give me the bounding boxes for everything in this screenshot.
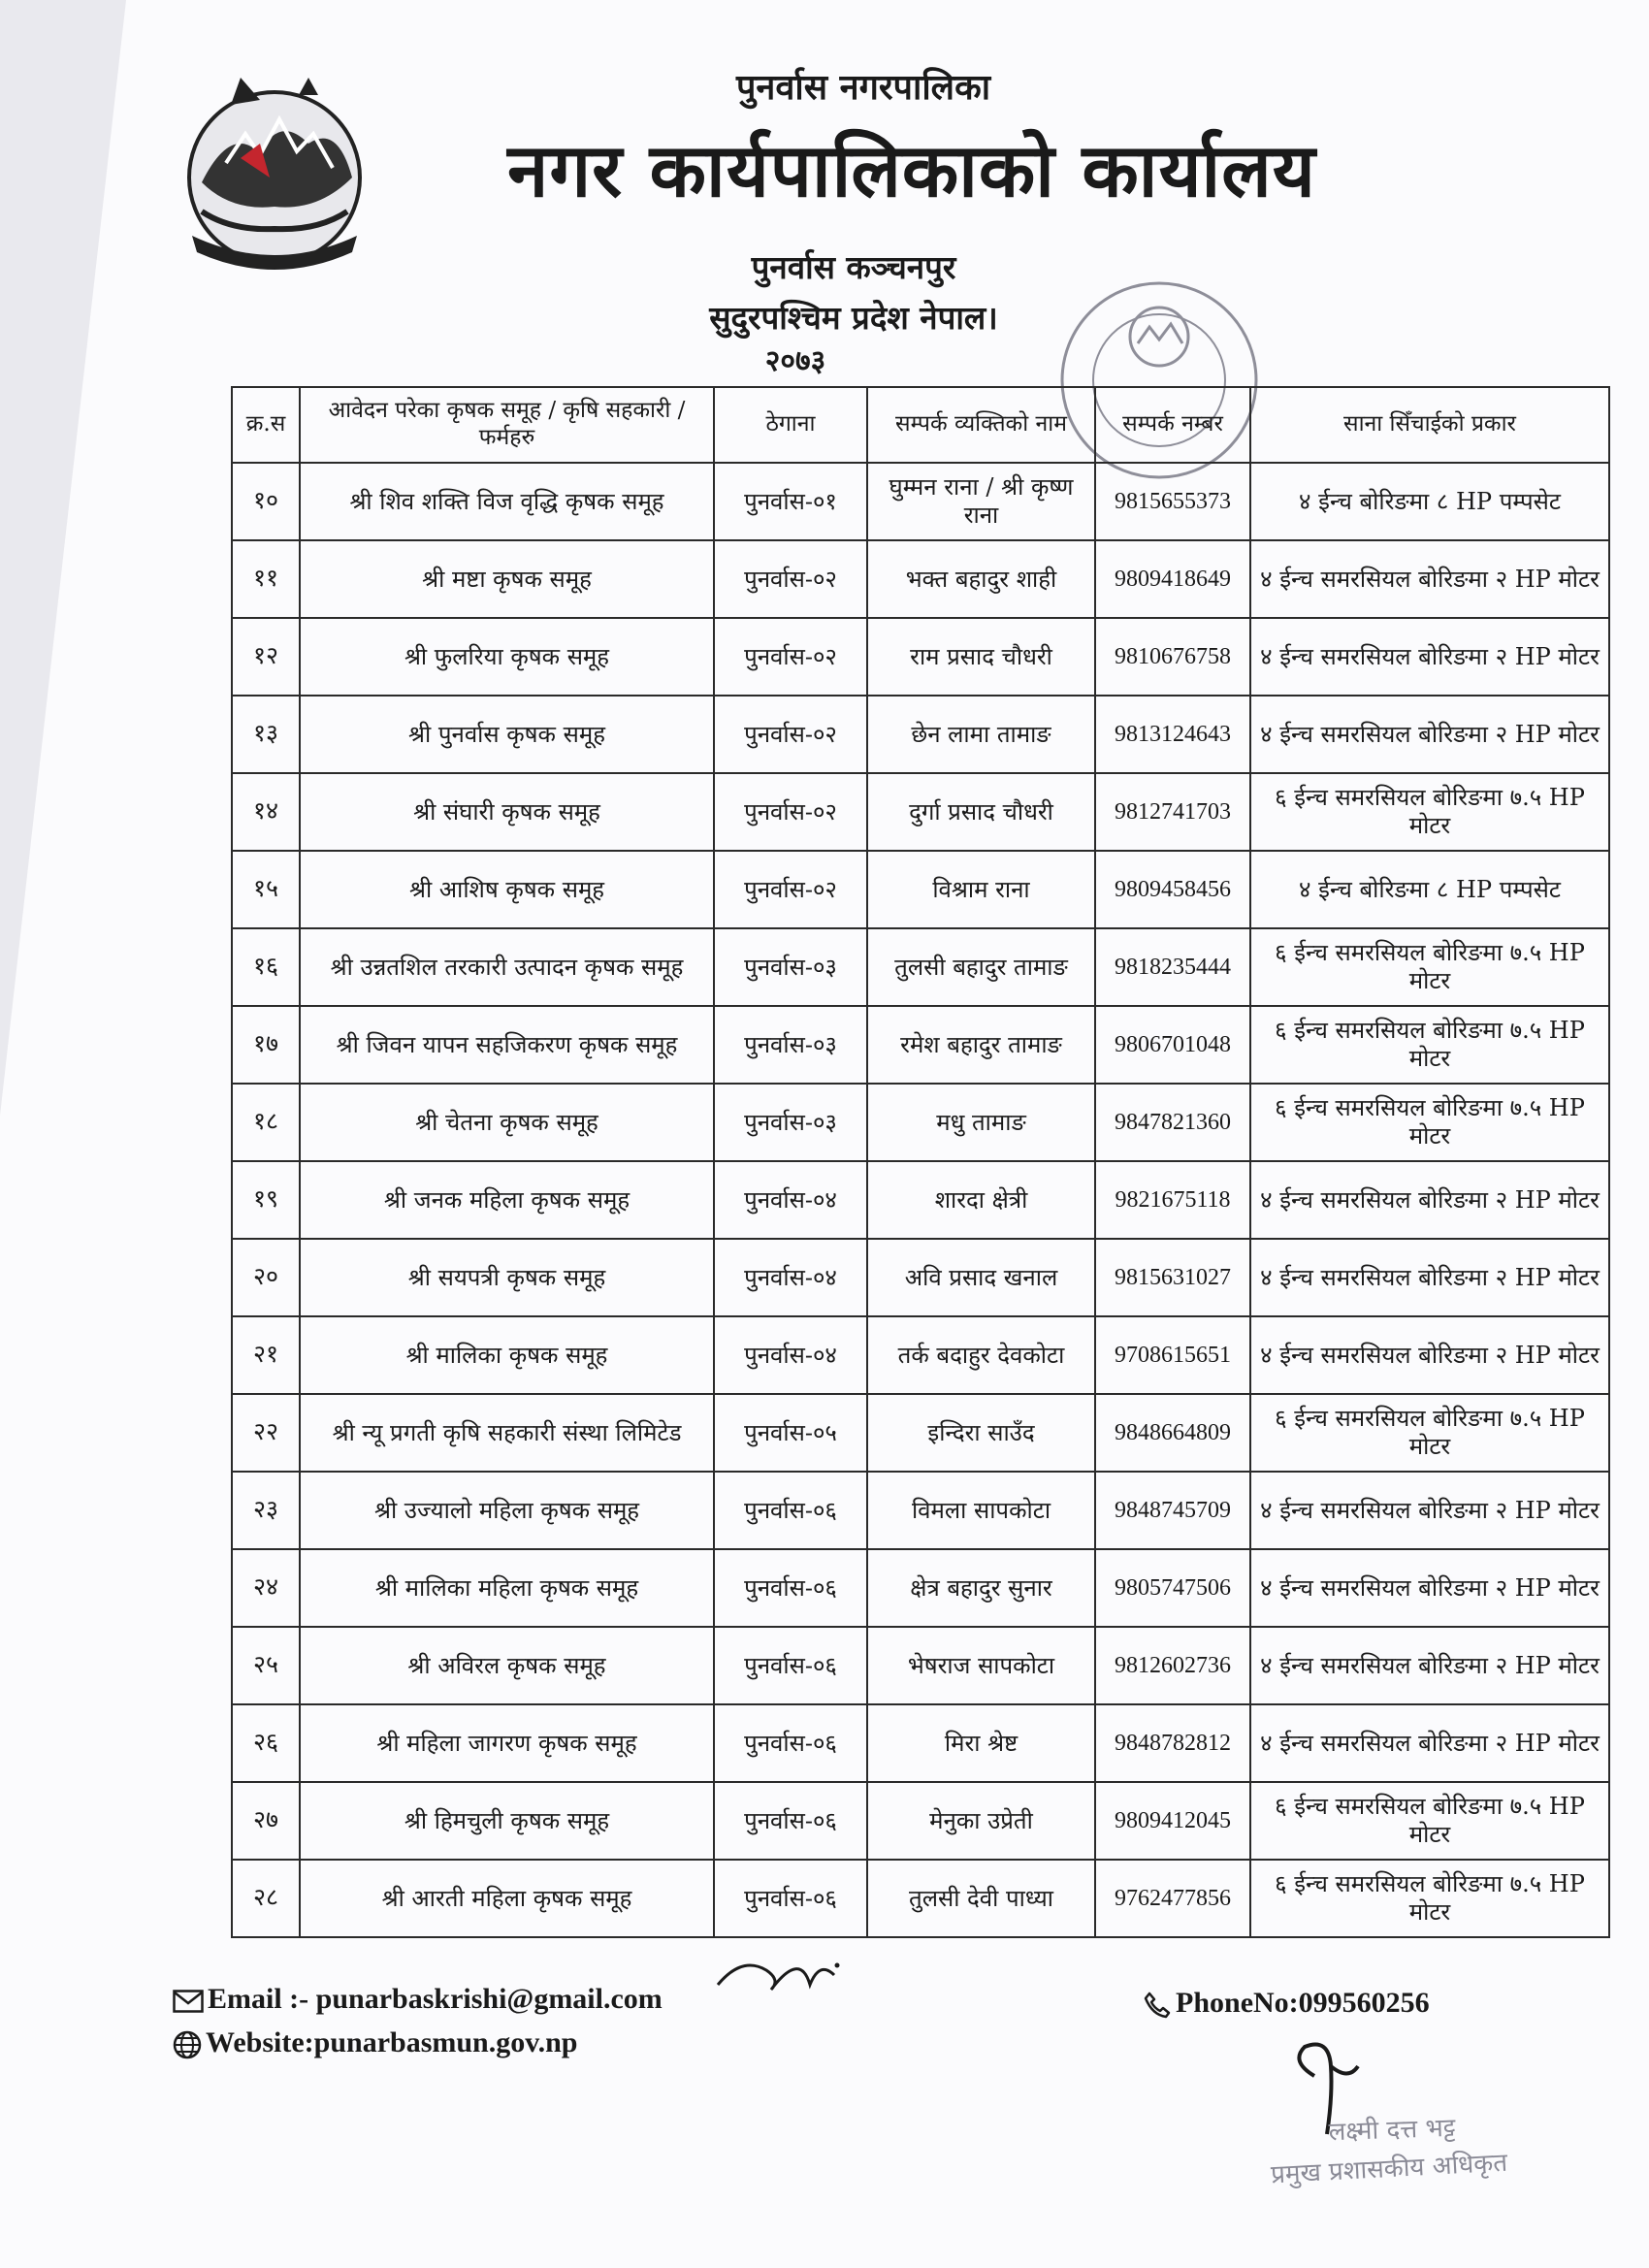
globe-icon	[173, 2030, 202, 2059]
table-row	[232, 696, 1609, 773]
cell-contact: भक्त बहादुर शाही	[867, 540, 1095, 618]
cell-address: पुनर्वास-०३	[714, 1084, 867, 1161]
cell-sn: २२	[232, 1394, 300, 1472]
cell-type: ४ ईन्च समरसियल बोरिङमा २ HP मोटर	[1250, 1627, 1609, 1704]
table-row	[232, 1161, 1609, 1239]
cell-group: श्री उन्नतशिल तरकारी उत्पादन कृषक समूह	[300, 928, 714, 1006]
cell-contact: विश्राम राना	[867, 851, 1095, 928]
col-header-sn: क्र.स	[232, 387, 300, 463]
cell-group: श्री महिला जागरण कृषक समूह	[300, 1704, 714, 1782]
cell-phone: 9821675118	[1095, 1161, 1250, 1239]
table-row	[232, 1394, 1609, 1472]
cell-phone: 9815655373	[1095, 463, 1250, 540]
email-text: Email :- punarbaskrishi@gmail.com	[208, 1983, 663, 2015]
cell-address: पुनर्वास-०६	[714, 1704, 867, 1782]
cell-address: पुनर्वास-०२	[714, 618, 867, 696]
footer-website	[173, 2026, 577, 2059]
cell-sn: १०	[232, 463, 300, 540]
cell-phone: 9818235444	[1095, 928, 1250, 1006]
cell-sn: २६	[232, 1704, 300, 1782]
cell-type: ६ ईन्च समरसियल बोरिङमा ७.५ HP मोटर	[1250, 773, 1609, 851]
cell-contact: शारदा क्षेत्री	[867, 1161, 1095, 1239]
cell-phone: 9813124643	[1095, 696, 1250, 773]
cell-sn: १५	[232, 851, 300, 928]
table-row	[232, 1006, 1609, 1084]
year-line: २०७३	[764, 344, 826, 378]
cell-sn: २५	[232, 1627, 300, 1704]
cell-address: पुनर्वास-०६	[714, 1860, 867, 1937]
phone-text: PhoneNo:099560256	[1176, 1987, 1430, 2019]
province-line: सुदुरपश्चिम प्रदेश नेपाल।	[709, 299, 998, 337]
cell-type: ६ ईन्च समरसियल बोरिङमा ७.५ HP मोटर	[1250, 1860, 1609, 1937]
cell-group: श्री चेतना कृषक समूह	[300, 1084, 714, 1161]
cell-sn: २८	[232, 1860, 300, 1937]
cell-address: पुनर्वास-०३	[714, 928, 867, 1006]
signatory-name: लक्ष्मी दत्त भट्ट	[1328, 2113, 1456, 2148]
cell-contact: रमेश बहादुर तामाङ	[867, 1006, 1095, 1084]
cell-group: श्री पुनर्वास कृषक समूह	[300, 696, 714, 773]
cell-group: श्री मालिका कृषक समूह	[300, 1316, 714, 1394]
cell-contact: घुम्मन राना / श्री कृष्ण राना	[867, 463, 1095, 540]
cell-sn: १७	[232, 1006, 300, 1084]
cell-sn: १९	[232, 1161, 300, 1239]
col-header-contact: सम्पर्क व्यक्तिको नाम	[867, 387, 1095, 463]
cell-type: ४ ईन्च समरसियल बोरिङमा २ HP मोटर	[1250, 540, 1609, 618]
table-row	[232, 1782, 1609, 1860]
cell-phone: 9805747506	[1095, 1549, 1250, 1627]
cell-group: श्री सयपत्री कृषक समूह	[300, 1239, 714, 1316]
col-header-type: साना सिँचाईको प्रकार	[1250, 387, 1609, 463]
cell-phone: 9809418649	[1095, 540, 1250, 618]
cell-contact: मिरा श्रेष्ट	[867, 1704, 1095, 1782]
footer-email	[173, 1983, 663, 2016]
table-row	[232, 1084, 1609, 1161]
cell-group: श्री न्यू प्रगती कृषि सहकारी संस्था लिमिटेड	[300, 1394, 714, 1472]
cell-phone: 9848745709	[1095, 1472, 1250, 1549]
cell-type: ४ ईन्च समरसियल बोरिङमा २ HP मोटर	[1250, 1472, 1609, 1549]
cell-phone: 9847821360	[1095, 1084, 1250, 1161]
farmer-groups-table	[231, 386, 1610, 1938]
table-row	[232, 1239, 1609, 1316]
cell-phone: 9806701048	[1095, 1006, 1250, 1084]
cell-type: ४ ईन्च बोरिङमा ८ HP पम्पसेट	[1250, 463, 1609, 540]
cell-type: ६ ईन्च समरसियल बोरिङमा ७.५ HP मोटर	[1250, 1084, 1609, 1161]
cell-sn: १६	[232, 928, 300, 1006]
cell-group: श्री उज्यालो महिला कृषक समूह	[300, 1472, 714, 1549]
office-title: नगर कार्यपालिकाको कार्यालय	[507, 127, 1316, 213]
cell-sn: २७	[232, 1782, 300, 1860]
cell-contact: विमला सापकोटा	[867, 1472, 1095, 1549]
table-row	[232, 463, 1609, 540]
cell-type: ६ ईन्च समरसियल बोरिङमा ७.५ HP मोटर	[1250, 1006, 1609, 1084]
cell-sn: २३	[232, 1472, 300, 1549]
cell-phone: 9810676758	[1095, 618, 1250, 696]
cell-type: ४ ईन्च समरसियल बोरिङमा २ HP मोटर	[1250, 1239, 1609, 1316]
cell-contact: छेन लामा तामाङ	[867, 696, 1095, 773]
cell-phone: 9762477856	[1095, 1860, 1250, 1937]
cell-sn: १३	[232, 696, 300, 773]
cell-contact: इन्दिरा साउँद	[867, 1394, 1095, 1472]
cell-phone: 9809412045	[1095, 1782, 1250, 1860]
cell-address: पुनर्वास-०६	[714, 1472, 867, 1549]
cell-phone: 9812602736	[1095, 1627, 1250, 1704]
cell-type: ४ ईन्च समरसियल बोरिङमा २ HP मोटर	[1250, 618, 1609, 696]
municipality-name: पुनर्वास नगरपालिका	[735, 67, 991, 108]
cell-sn: १४	[232, 773, 300, 851]
cell-sn: १२	[232, 618, 300, 696]
cell-address: पुनर्वास-०६	[714, 1782, 867, 1860]
cell-group: श्री मालिका महिला कृषक समूह	[300, 1549, 714, 1627]
cell-address: पुनर्वास-०६	[714, 1627, 867, 1704]
col-header-address: ठेगाना	[714, 387, 867, 463]
website-text: Website:punarbasmun.gov.np	[206, 2026, 578, 2058]
cell-type: ६ ईन्च समरसियल बोरिङमा ७.५ HP मोटर	[1250, 928, 1609, 1006]
col-header-group: आवेदन परेका कृषक समूह / कृषि सहकारी / फर्महरु	[300, 387, 714, 463]
phone-icon	[1143, 1991, 1172, 2020]
cell-type: ४ ईन्च समरसियल बोरिङमा २ HP मोटर	[1250, 696, 1609, 773]
cell-phone: 9848664809	[1095, 1394, 1250, 1472]
cell-contact: क्षेत्र बहादुर सुनार	[867, 1549, 1095, 1627]
table-row	[232, 928, 1609, 1006]
table-row	[232, 1316, 1609, 1394]
cell-phone: 9815631027	[1095, 1239, 1250, 1316]
cell-phone: 9809458456	[1095, 851, 1250, 928]
cell-sn: २१	[232, 1316, 300, 1394]
cell-contact: अवि प्रसाद खनाल	[867, 1239, 1095, 1316]
cell-address: पुनर्वास-०२	[714, 851, 867, 928]
cell-address: पुनर्वास-०२	[714, 773, 867, 851]
footer-phone	[1143, 1987, 1430, 2020]
cell-group: श्री आशिष कृषक समूह	[300, 851, 714, 928]
cell-phone: 9708615651	[1095, 1316, 1250, 1394]
cell-contact: तर्क बदाहुर देवकोटा	[867, 1316, 1095, 1394]
office-location: पुनर्वास कञ्चनपुर	[751, 248, 956, 286]
table-row	[232, 1704, 1609, 1782]
envelope-icon	[173, 1990, 204, 2013]
cell-group: श्री मष्टा कृषक समूह	[300, 540, 714, 618]
col-header-phone: सम्पर्क नम्बर	[1095, 387, 1250, 463]
signature-mark-icon	[713, 1946, 849, 2004]
cell-group: श्री संघारी कृषक समूह	[300, 773, 714, 851]
cell-address: पुनर्वास-०४	[714, 1316, 867, 1394]
table-row	[232, 1860, 1609, 1937]
cell-address: पुनर्वास-०४	[714, 1161, 867, 1239]
table-row	[232, 618, 1609, 696]
cell-group: श्री अविरल कृषक समूह	[300, 1627, 714, 1704]
cell-address: पुनर्वास-०५	[714, 1394, 867, 1472]
table-row	[232, 851, 1609, 928]
cell-contact: भेषराज सापकोटा	[867, 1627, 1095, 1704]
cell-type: ४ ईन्च समरसियल बोरिङमा २ HP मोटर	[1250, 1549, 1609, 1627]
cell-contact: राम प्रसाद चौधरी	[867, 618, 1095, 696]
cell-sn: ११	[232, 540, 300, 618]
cell-sn: २४	[232, 1549, 300, 1627]
cell-sn: १८	[232, 1084, 300, 1161]
cell-group: श्री जिवन यापन सहजिकरण कृषक समूह	[300, 1006, 714, 1084]
cell-address: पुनर्वास-०१	[714, 463, 867, 540]
cell-type: ६ ईन्च समरसियल बोरिङमा ७.५ HP मोटर	[1250, 1394, 1609, 1472]
table-header-row	[232, 387, 1609, 463]
cell-type: ४ ईन्च समरसियल बोरिङमा २ HP मोटर	[1250, 1161, 1609, 1239]
cell-contact: मधु तामाङ	[867, 1084, 1095, 1161]
table-row	[232, 1472, 1609, 1549]
cell-contact: तुलसी बहादुर तामाङ	[867, 928, 1095, 1006]
cell-group: श्री जनक महिला कृषक समूह	[300, 1161, 714, 1239]
cell-group: श्री हिमचुली कृषक समूह	[300, 1782, 714, 1860]
table-row	[232, 1627, 1609, 1704]
cell-type: ४ ईन्च समरसियल बोरिङमा २ HP मोटर	[1250, 1316, 1609, 1394]
cell-phone: 9848782812	[1095, 1704, 1250, 1782]
cell-address: पुनर्वास-०३	[714, 1006, 867, 1084]
cell-type: ४ ईन्च बोरिङमा ८ HP पम्पसेट	[1250, 851, 1609, 928]
cell-group: श्री आरती महिला कृषक समूह	[300, 1860, 714, 1937]
cell-contact: तुलसी देवी पाध्या	[867, 1860, 1095, 1937]
cell-phone: 9812741703	[1095, 773, 1250, 851]
cell-address: पुनर्वास-०६	[714, 1549, 867, 1627]
table-row	[232, 1549, 1609, 1627]
cell-group: श्री फुलरिया कृषक समूह	[300, 618, 714, 696]
table-body	[232, 463, 1609, 1937]
table-row	[232, 773, 1609, 851]
cell-address: पुनर्वास-०२	[714, 540, 867, 618]
cell-type: ६ ईन्च समरसियल बोरिङमा ७.५ HP मोटर	[1250, 1782, 1609, 1860]
cell-sn: २०	[232, 1239, 300, 1316]
cell-address: पुनर्वास-०२	[714, 696, 867, 773]
cell-group: श्री शिव शक्ति विज वृद्धि कृषक समूह	[300, 463, 714, 540]
cell-contact: दुर्गा प्रसाद चौधरी	[867, 773, 1095, 851]
cell-contact: मेनुका उप्रेती	[867, 1782, 1095, 1860]
cell-address: पुनर्वास-०४	[714, 1239, 867, 1316]
table-row	[232, 540, 1609, 618]
signatory-title: प्रमुख प्रशासकीय अधिकृत	[1270, 2148, 1508, 2190]
page-shadow	[0, 0, 126, 1116]
cell-type: ४ ईन्च समरसियल बोरिङमा २ HP मोटर	[1250, 1704, 1609, 1782]
